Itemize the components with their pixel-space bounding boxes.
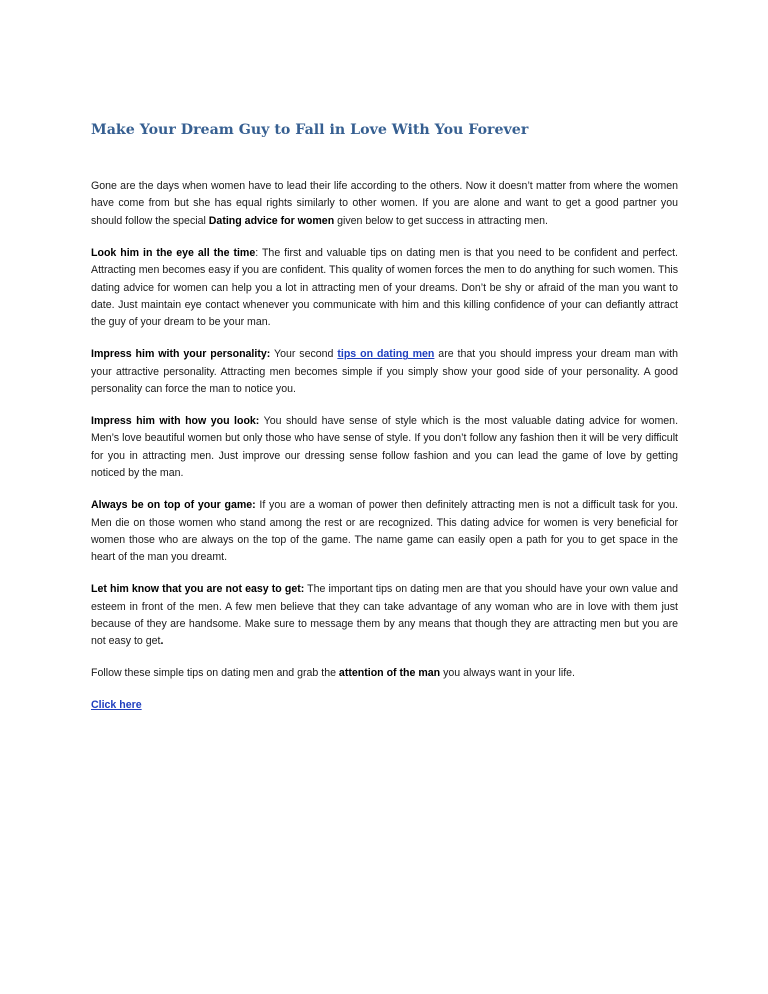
intro-text-1: Gone are the days when women have to lead their life according to the others. Now it doesn’t matter from where the women have come from but she has equal rights similarly to other women. If you are alone and want to get a good partner you should follow the special bbox=[91, 180, 678, 227]
intro-text-2: given below to get success in attracting men. bbox=[334, 214, 548, 227]
tip-heading: Impress him with your personality: bbox=[91, 348, 271, 361]
tip-text: : The first and valuable tips on dating men is that you need to be confident and perfect. Attracting men becomes easy if you are confident. This quality of women forces the men to do anything for such women. This dating advice for women can help you a lot in attracting men of your dreams. Don’t be shy or afraid of the man you want to date. Just maintain eye contact whenever you communicate with him and this killing confidence of your can defiantly attract the guy of your dream to be your man. bbox=[91, 246, 678, 329]
tip-text: Your second bbox=[270, 348, 338, 361]
intro-paragraph bbox=[91, 178, 678, 230]
closing-text-1: Follow these simple tips on dating men and grab the bbox=[91, 667, 339, 680]
tip-paragraph-top-game bbox=[91, 497, 678, 567]
tip-heading: Always be on top of your game: bbox=[91, 499, 256, 512]
tip-text: You should have sense of style which is the most valuable dating advice for women. Men’s love beautiful women but only those who have sense of style. If you don’t follow any fashion then it will be very difficult for you in attracting men. Just improve our dressing sense follow fashion and you can lead the game of love by getting noticed by the man. bbox=[91, 414, 679, 480]
tip-heading: Let him know that you are not easy to get: bbox=[91, 583, 305, 596]
tip-heading: Impress him with how you look: bbox=[91, 414, 260, 427]
closing-paragraph bbox=[91, 665, 678, 682]
tip-paragraph-eye bbox=[91, 245, 678, 332]
document-title: Make Your Dream Guy to Fall in Love With You Forever bbox=[91, 122, 529, 138]
document-body bbox=[91, 178, 678, 729]
tip-text: If you are a woman of power then definitely attracting men is not a difficult task for you. Men die on those women who stand among the rest or are recognized. This dating advice for women is very beneficial for women those who are always on the top of the game. The name game can easily open a path for you to get space in the heart of the man you dreamt. bbox=[91, 499, 678, 564]
closing-bold: attention of the man bbox=[338, 667, 441, 680]
click-here-paragraph bbox=[91, 697, 678, 714]
click-here-link[interactable]: Click here bbox=[91, 699, 142, 712]
tips-on-dating-men-link[interactable]: tips on dating men bbox=[337, 348, 435, 361]
tip-paragraph-not-easy bbox=[91, 581, 678, 651]
tip-trailing-period: . bbox=[160, 635, 164, 648]
tip-text: The important tips on dating men are that you should have your own value and esteem in front of the men. A few men believe that they can take advantage of any woman who are in love with them just because of they are handsome. Make sure to message them by any means that though they are attracting men but you are not easy to get bbox=[91, 583, 678, 648]
tip-heading: Look him in the eye all the time bbox=[91, 246, 256, 259]
intro-bold: Dating advice for women bbox=[208, 214, 335, 227]
tip-paragraph-look bbox=[91, 413, 678, 483]
tip-text: are that you should impress your dream man with your attractive personality. Attracting men becomes simple if you simply show your good side of your personality. A good personality can force the man to notice you. bbox=[91, 348, 678, 396]
closing-text-2: you always want in your life. bbox=[440, 667, 575, 680]
tip-paragraph-personality bbox=[91, 346, 678, 398]
